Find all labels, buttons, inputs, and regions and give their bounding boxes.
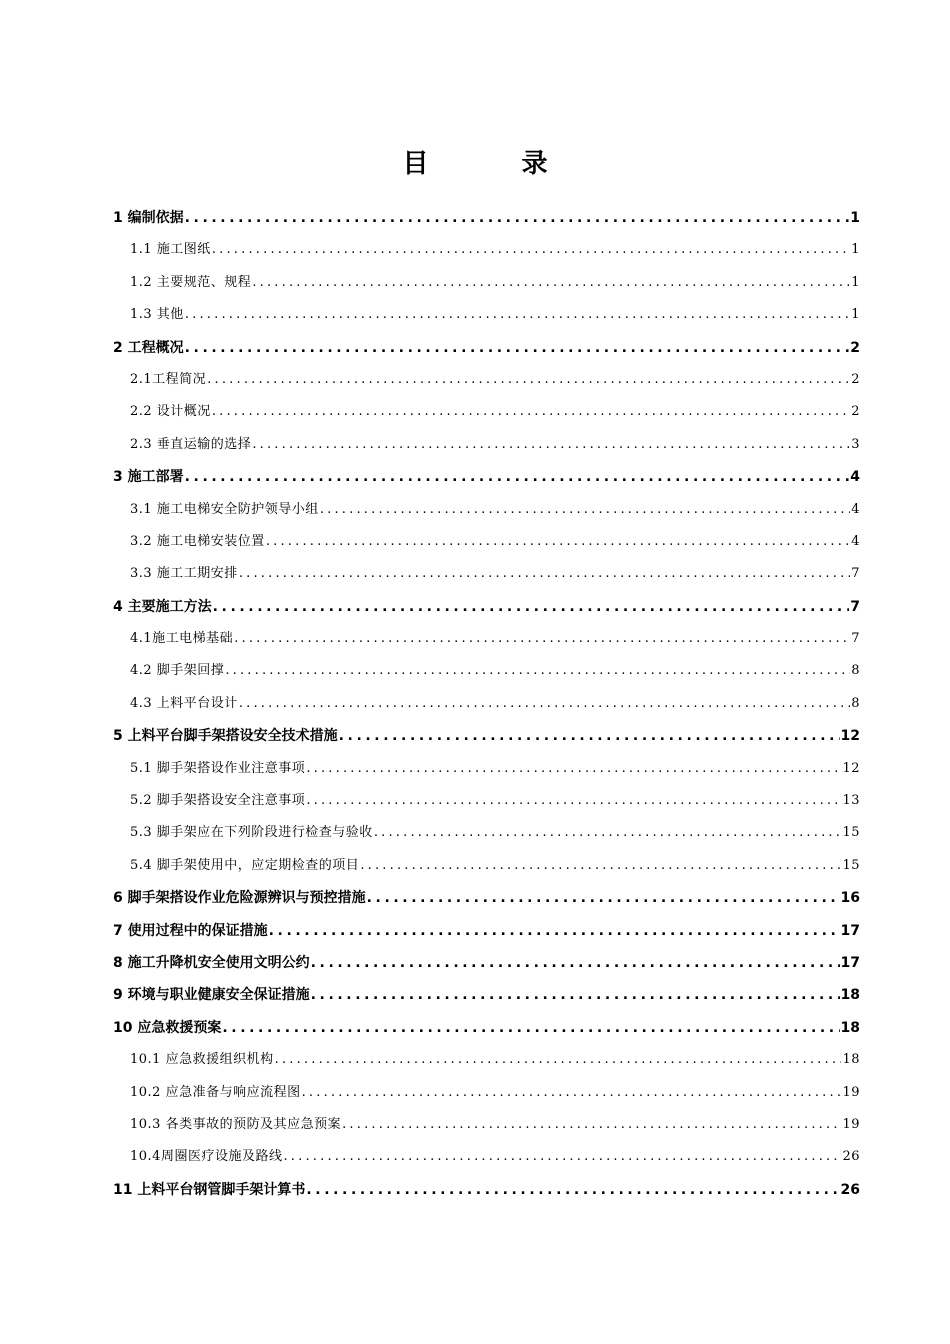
toc-page-number: 1 — [851, 242, 860, 258]
toc-entry-label: 4.1施工电梯基础 — [130, 631, 234, 647]
toc-page-number: 15 — [842, 825, 860, 841]
toc-dot-leader — [185, 461, 850, 493]
toc-entry-label: 5.1 脚手架搭设作业注意事项 — [130, 760, 306, 776]
table-of-contents — [113, 202, 860, 1206]
toc-section-entry[interactable] — [113, 494, 860, 526]
toc-page-number: 8 — [851, 695, 860, 711]
toc-entry-label: 9 环境与职业健康安全保证措施 — [113, 987, 310, 1004]
toc-section-entry[interactable] — [113, 234, 860, 266]
toc-section-entry[interactable] — [113, 1044, 860, 1076]
toc-entry-label: 1.1 施工图纸 — [130, 242, 211, 258]
toc-section-entry[interactable] — [113, 558, 860, 590]
toc-dot-leader — [252, 429, 850, 461]
toc-page-number: 2 — [851, 371, 860, 387]
toc-dot-leader — [207, 364, 850, 396]
toc-dot-leader — [185, 202, 850, 234]
toc-page-number: 4 — [850, 469, 860, 486]
toc-page-number: 3 — [851, 436, 860, 452]
toc-entry-label: 4.3 上料平台设计 — [130, 695, 238, 711]
toc-section-entry[interactable] — [113, 1077, 860, 1109]
toc-page-number: 18 — [840, 1019, 860, 1036]
toc-dot-leader — [222, 1012, 839, 1044]
toc-entry-label: 4.2 脚手架回撑 — [130, 663, 225, 679]
toc-entry-label: 2.2 设计概况 — [130, 404, 211, 420]
toc-page-number: 12 — [840, 728, 860, 745]
toc-chapter-entry[interactable] — [113, 720, 860, 752]
toc-dot-leader — [374, 817, 842, 849]
toc-page-number: 7 — [851, 631, 860, 647]
toc-page-number: 15 — [842, 857, 860, 873]
toc-entry-label: 2 工程概况 — [113, 339, 184, 356]
toc-entry-label: 3.3 施工工期安排 — [130, 566, 238, 582]
toc-entry-label: 3 施工部署 — [113, 469, 184, 486]
toc-section-entry[interactable] — [113, 785, 860, 817]
toc-chapter-entry[interactable] — [113, 979, 860, 1011]
toc-dot-leader — [311, 979, 840, 1011]
toc-section-entry[interactable] — [113, 396, 860, 428]
toc-entry-label: 11 上料平台钢管脚手架计算书 — [113, 1181, 306, 1198]
toc-entry-label: 3.1 施工电梯安全防护领导小组 — [130, 501, 319, 517]
toc-section-entry[interactable] — [113, 1141, 860, 1173]
toc-dot-leader — [185, 299, 850, 331]
toc-page-number: 7 — [851, 566, 860, 582]
toc-page-number: 4 — [851, 533, 860, 549]
toc-dot-leader — [306, 1174, 839, 1206]
toc-dot-leader — [212, 396, 850, 428]
toc-dot-leader — [213, 591, 850, 623]
toc-chapter-entry[interactable] — [113, 202, 860, 234]
toc-section-entry[interactable] — [113, 850, 860, 882]
toc-section-entry[interactable] — [113, 429, 860, 461]
page-title: 目 录 — [402, 149, 590, 179]
toc-chapter-entry[interactable] — [113, 1012, 860, 1044]
toc-entry-label: 6 脚手架搭设作业危险源辨识与预控措施 — [113, 890, 366, 907]
toc-chapter-entry[interactable] — [113, 915, 860, 947]
toc-entry-label: 3.2 施工电梯安装位置 — [130, 533, 265, 549]
toc-page-number: 18 — [842, 1052, 860, 1068]
toc-entry-label: 8 施工升降机安全使用文明公约 — [113, 954, 310, 971]
toc-section-entry[interactable] — [113, 753, 860, 785]
toc-entry-label: 5.2 脚手架搭设安全注意事项 — [130, 793, 306, 809]
toc-dot-leader — [283, 1141, 841, 1173]
toc-section-entry[interactable] — [113, 623, 860, 655]
toc-section-entry[interactable] — [113, 267, 860, 299]
toc-chapter-entry[interactable] — [113, 591, 860, 623]
toc-chapter-entry[interactable] — [113, 882, 860, 914]
toc-section-entry[interactable] — [113, 1109, 860, 1141]
toc-page-number: 26 — [842, 1149, 860, 1165]
toc-chapter-entry[interactable] — [113, 1174, 860, 1206]
toc-page-number: 1 — [851, 274, 860, 290]
toc-dot-leader — [311, 947, 840, 979]
toc-chapter-entry[interactable] — [113, 461, 860, 493]
toc-entry-label: 10.4周圈医疗设施及路线 — [130, 1149, 283, 1165]
toc-section-entry[interactable] — [113, 364, 860, 396]
toc-page-number: 13 — [842, 793, 860, 809]
toc-page-number: 17 — [840, 954, 860, 971]
toc-dot-leader — [212, 234, 850, 266]
toc-dot-leader — [360, 850, 841, 882]
toc-section-entry[interactable] — [113, 526, 860, 558]
toc-page-number: 2 — [851, 404, 860, 420]
toc-dot-leader — [239, 558, 850, 590]
toc-section-entry[interactable] — [113, 817, 860, 849]
toc-dot-leader — [367, 882, 840, 914]
toc-entry-label: 1 编制依据 — [113, 210, 184, 226]
toc-entry-label: 2.3 垂直运输的选择 — [130, 436, 252, 452]
toc-entry-label: 2.1工程简况 — [130, 371, 207, 387]
toc-page-number: 7 — [850, 598, 860, 615]
toc-entry-label: 5 上料平台脚手架搭设安全技术措施 — [113, 728, 338, 745]
toc-page-number: 1 — [850, 210, 860, 226]
toc-page-number: 4 — [851, 501, 860, 517]
toc-page-number: 18 — [840, 987, 860, 1004]
toc-page-number: 8 — [851, 663, 860, 679]
toc-dot-leader — [225, 655, 850, 687]
toc-entry-label: 10.2 应急准备与响应流程图 — [130, 1084, 301, 1100]
toc-page-number: 19 — [842, 1116, 860, 1132]
toc-dot-leader — [342, 1109, 841, 1141]
toc-entry-label: 4 主要施工方法 — [113, 598, 212, 615]
toc-dot-leader — [306, 785, 841, 817]
toc-page-number: 17 — [840, 922, 860, 939]
toc-dot-leader — [339, 720, 840, 752]
toc-page-number: 12 — [842, 760, 860, 776]
toc-page-number: 26 — [840, 1181, 860, 1198]
toc-dot-leader — [185, 332, 850, 364]
toc-dot-leader — [269, 915, 840, 947]
toc-dot-leader — [252, 267, 850, 299]
toc-entry-label: 10.3 各类事故的预防及其应急预案 — [130, 1116, 342, 1132]
toc-entry-label: 5.4 脚手架使用中，应定期检查的项目 — [130, 857, 360, 873]
toc-dot-leader — [306, 753, 841, 785]
toc-entry-label: 1.2 主要规范、规程 — [130, 274, 252, 290]
toc-section-entry[interactable] — [113, 688, 860, 720]
toc-entry-label: 7 使用过程中的保证措施 — [113, 922, 268, 939]
toc-section-entry[interactable] — [113, 655, 860, 687]
toc-chapter-entry[interactable] — [113, 947, 860, 979]
toc-dot-leader — [239, 688, 850, 720]
toc-page-number: 16 — [840, 890, 860, 907]
toc-entry-label: 5.3 脚手架应在下列阶段进行检查与验收 — [130, 825, 373, 841]
toc-dot-leader — [266, 526, 850, 558]
toc-entry-label: 10 应急救援预案 — [113, 1019, 222, 1036]
toc-dot-leader — [302, 1077, 842, 1109]
toc-page-number: 2 — [850, 339, 860, 356]
toc-page-number: 19 — [842, 1084, 860, 1100]
toc-entry-label: 1.3 其他 — [130, 307, 184, 323]
toc-dot-leader — [234, 623, 850, 655]
toc-page-number: 1 — [851, 307, 860, 323]
toc-dot-leader — [275, 1044, 842, 1076]
toc-entry-label: 10.1 应急救援组织机构 — [130, 1052, 274, 1068]
toc-dot-leader — [320, 494, 850, 526]
toc-section-entry[interactable] — [113, 299, 860, 331]
toc-chapter-entry[interactable] — [113, 332, 860, 364]
